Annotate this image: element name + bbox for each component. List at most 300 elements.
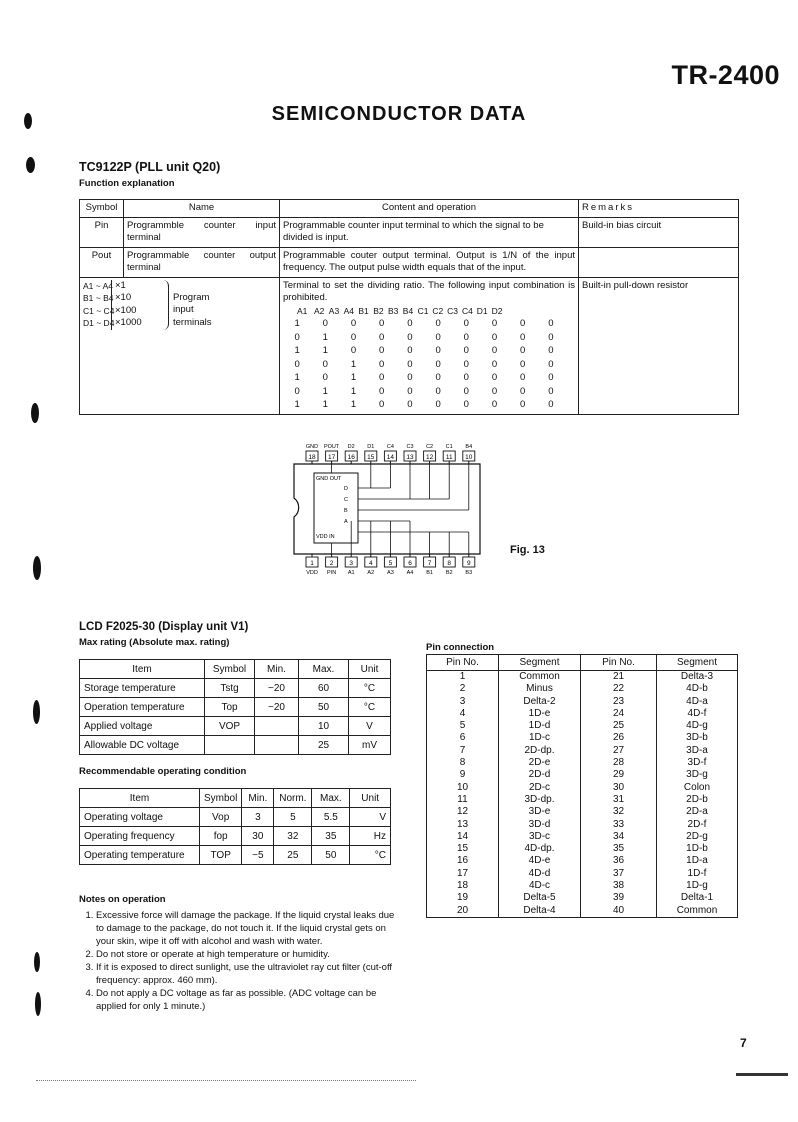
segment-cell: 2D-d <box>499 769 581 781</box>
bit-header: A2 <box>314 305 325 316</box>
segment-cell: 2D-c <box>499 782 581 794</box>
scan-line <box>36 1080 416 1081</box>
pin-number-cell: 30 <box>581 782 657 794</box>
column-header: Max. <box>299 660 349 679</box>
bit-value: 0 <box>435 385 441 397</box>
pin-number-label: 1 <box>310 560 314 567</box>
pin-name-label: A1 <box>347 570 355 576</box>
max-rating-title: Max rating (Absolute max. rating) <box>79 637 230 648</box>
item-cell: Storage temperature <box>80 679 205 698</box>
content-cell: Programmable couter output terminal. Output is 1/N of the input frequency. The output pulse width equals that of the input. <box>280 247 579 277</box>
pin-name-label: B4 <box>465 444 473 450</box>
column-header: Item <box>80 660 205 679</box>
column-header: Max. <box>312 789 350 808</box>
max-cell: 25 <box>299 736 349 755</box>
column-header: Pin No. <box>427 655 499 671</box>
lcd-title: LCD F2025-30 (Display unit V1) <box>79 621 249 633</box>
function-table <box>79 199 739 415</box>
unit-cell: °C <box>349 698 391 717</box>
pin-number-label: 8 <box>447 560 452 567</box>
max-cell: 60 <box>299 679 349 698</box>
segment-cell: 4D-e <box>499 855 581 867</box>
bit-value: 1 <box>322 385 328 397</box>
max-cell: 35 <box>312 827 350 846</box>
pin-number-cell: 4 <box>459 707 466 719</box>
segment-cell: Common <box>657 905 738 918</box>
pin-number-cell: 32 <box>581 806 657 818</box>
table-row <box>427 831 738 843</box>
bit-value: 0 <box>294 385 300 397</box>
pin-number-cell: 17 <box>456 867 469 879</box>
pin-connection-title: Pin connection <box>426 642 495 653</box>
bit-row <box>283 332 565 345</box>
segment-cell: 1D-d <box>499 720 581 732</box>
tc-subtitle: Function explanation <box>79 178 175 189</box>
pin-number-cell: 8 <box>459 757 466 769</box>
bit-value: 0 <box>435 358 441 370</box>
table-row <box>427 720 738 732</box>
ic-pinout-diagram <box>286 442 506 582</box>
norm-cell: 5 <box>274 808 312 827</box>
column-header: Item <box>80 789 200 808</box>
table-row <box>427 905 738 918</box>
pin-number-label: 11 <box>445 454 453 461</box>
unit-cell: V <box>349 717 391 736</box>
pin-number-cell: 18 <box>456 880 469 892</box>
pin-name-label: A3 <box>387 570 394 576</box>
segment-cell: 3D-d <box>499 819 581 831</box>
pin-name-label: PIN <box>327 570 337 576</box>
pin-connection-table <box>426 654 738 918</box>
bit-value: 0 <box>491 331 498 343</box>
binder-hole-mark <box>31 403 39 423</box>
bit-header: C3 <box>447 305 459 316</box>
pin-number-cell: 40 <box>581 905 657 918</box>
unit-cell: °C <box>349 679 391 698</box>
bit-value: 1 <box>294 318 300 329</box>
column-header: Content and operation <box>280 200 579 218</box>
pin-number-cell: 14 <box>456 830 469 842</box>
column-header: Pin No. <box>581 655 657 671</box>
max-cell: 10 <box>299 717 349 736</box>
item-cell: Operating frequency <box>80 827 200 846</box>
table-row <box>80 846 391 865</box>
pin-number-cell: 36 <box>581 855 657 867</box>
table-row <box>80 698 391 717</box>
pin-number-label: 18 <box>308 454 316 461</box>
pin-number-label: 14 <box>386 454 395 461</box>
symbol-cell: Pout <box>80 247 124 277</box>
min-cell: 3 <box>242 808 274 827</box>
figure-label: Fig. 13 <box>510 544 545 556</box>
segment-cell: 1D-c <box>499 732 581 744</box>
bit-value: 0 <box>520 399 526 410</box>
pin-number-label: 12 <box>425 454 434 461</box>
bit-value: 0 <box>350 331 357 343</box>
min-cell: −20 <box>255 679 299 698</box>
segment-cell: Delta-4 <box>499 905 581 918</box>
pin-number-cell: 31 <box>581 794 657 806</box>
bit-value: 0 <box>322 372 328 383</box>
column-header: Unit <box>349 660 391 679</box>
pin-number-cell: 39 <box>581 892 657 904</box>
bit-value: 1 <box>350 372 357 383</box>
pin-number-cell: 25 <box>581 720 657 732</box>
content-cell <box>280 277 579 414</box>
segment-cell: 4D-b <box>657 683 738 695</box>
signal-group-name: terminals <box>173 316 212 328</box>
bit-value: 0 <box>322 358 328 370</box>
pin-name-label: B3 <box>465 570 473 576</box>
bit-header: A4 <box>343 305 354 316</box>
symbol-cell: VOP <box>205 717 255 736</box>
norm-cell: 32 <box>274 827 312 846</box>
signal-symbol: A1 ~ A4 <box>83 280 114 291</box>
ic-block-label: D <box>344 486 348 492</box>
table-row <box>427 892 738 904</box>
pin-number-label: 5 <box>388 560 393 567</box>
segment-cell: 1D-g <box>657 880 738 892</box>
table-row <box>427 757 738 769</box>
segment-cell: 1D-f <box>657 868 738 880</box>
bit-value: 0 <box>548 372 554 383</box>
bit-value: 0 <box>548 331 554 343</box>
pin-number-label: 15 <box>367 454 375 461</box>
segment-cell: 1D-a <box>657 855 738 867</box>
pin-number-cell: 22 <box>581 683 657 695</box>
bit-value: 0 <box>407 385 413 397</box>
pin-number-cell: 15 <box>456 843 469 855</box>
bit-value: 0 <box>407 318 413 329</box>
column-header: Symbol <box>80 200 124 218</box>
bit-value: 0 <box>491 358 498 370</box>
table-row <box>427 769 738 781</box>
table-row <box>80 247 739 277</box>
max-cell: 5.5 <box>312 808 350 827</box>
pin-name-label: B1 <box>426 570 433 576</box>
column-header: Segment <box>499 655 581 671</box>
pin-name-label: VDD <box>306 570 318 576</box>
min-cell <box>255 736 299 755</box>
pin-number-cell: 5 <box>459 720 466 732</box>
bit-row <box>283 318 565 331</box>
table-row <box>427 880 738 892</box>
item-cell: Operating voltage <box>80 808 200 827</box>
bit-value: 0 <box>435 345 441 356</box>
ic-block-label: C <box>344 497 348 503</box>
segment-cell: 2D-g <box>657 831 738 843</box>
segment-cell: Delta-5 <box>499 892 581 904</box>
pin-number-label: 9 <box>466 560 471 567</box>
pin-number-label: 6 <box>408 560 412 567</box>
bit-value: 0 <box>294 358 300 370</box>
table-row <box>427 843 738 855</box>
pin-number-cell: 28 <box>581 757 657 769</box>
signal-symbol: C1 ~ C4 <box>83 305 115 316</box>
pin-name-label: D2 <box>347 444 355 450</box>
bit-value: 0 <box>379 318 385 329</box>
segment-cell: Delta-1 <box>657 892 738 904</box>
bit-value: 0 <box>435 331 441 343</box>
bit-value: 0 <box>463 399 469 410</box>
column-header: Symbol <box>200 789 242 808</box>
bit-value: 0 <box>548 358 554 370</box>
bit-value: 0 <box>463 345 469 356</box>
table-row <box>427 745 738 757</box>
bit-value: 0 <box>548 345 554 356</box>
bit-value: 1 <box>350 399 357 410</box>
column-header: Min. <box>255 660 299 679</box>
pin-number-label: 3 <box>349 560 354 567</box>
column-header: Remarks <box>579 200 739 218</box>
pin-name-label: C1 <box>445 444 453 450</box>
min-cell: −20 <box>255 698 299 717</box>
table-row <box>80 217 739 247</box>
table-row <box>427 794 738 806</box>
symbol-cell <box>205 736 255 755</box>
bit-value: 1 <box>350 358 357 370</box>
pin-number-cell: 37 <box>581 868 657 880</box>
content-text: Terminal to set the dividing ratio. The following input combination is prohibited. <box>283 279 575 303</box>
bit-value: 0 <box>520 385 526 397</box>
table-header-row <box>80 200 739 218</box>
bit-header: A1 <box>297 305 308 316</box>
pin-number-cell: 26 <box>581 732 657 744</box>
segment-cell: 2D-b <box>657 794 738 806</box>
bit-value: 0 <box>407 358 413 370</box>
segment-cell: 4D-f <box>657 708 738 720</box>
pin-number-cell: 21 <box>581 671 657 684</box>
symbol-cell: Pin <box>80 217 124 247</box>
bit-value: 0 <box>350 318 357 329</box>
bit-value: 0 <box>350 345 357 356</box>
bit-row <box>283 386 565 399</box>
bit-value: 0 <box>463 372 469 383</box>
content-cell: Programmable counter input terminal to which the signal to be divided is input. <box>280 217 579 247</box>
pin-number-cell: 35 <box>581 843 657 855</box>
tc-title: TC9122P (PLL unit Q20) <box>79 160 221 174</box>
bit-value: 1 <box>294 372 300 383</box>
pin-name-label: A4 <box>406 570 414 576</box>
bit-value: 0 <box>548 385 554 397</box>
pin-number-cell: 2 <box>459 683 466 695</box>
binder-hole-mark <box>35 992 41 1016</box>
ic-block-label: B <box>344 508 348 514</box>
table-row <box>427 819 738 831</box>
binder-hole-mark <box>33 556 41 580</box>
segment-cell: Colon <box>657 782 738 794</box>
pin-number-cell: 7 <box>459 744 466 756</box>
segment-cell: 4D-a <box>657 696 738 708</box>
segment-cell: 3D-b <box>657 732 738 744</box>
column-header: Name <box>124 200 280 218</box>
pin-number-cell: 19 <box>456 892 469 904</box>
table-row <box>427 683 738 695</box>
segment-cell: 3D-e <box>499 806 581 818</box>
note-item: 4. Do not apply a DC voltage as far as possible. (ADC voltage can be applied for only 1 minute.) <box>96 987 399 1013</box>
pin-name-label: C2 <box>426 444 434 450</box>
segment-cell: 3D-c <box>499 831 581 843</box>
unit-cell: °C <box>350 846 391 865</box>
segment-cell: 4D-d <box>499 868 581 880</box>
bit-value: 0 <box>322 318 328 329</box>
bit-row <box>283 345 565 358</box>
bit-value: 0 <box>491 345 498 356</box>
item-cell: Allowable DC voltage <box>80 736 205 755</box>
ic-block-label: VDD IN <box>316 534 335 540</box>
table-row <box>80 736 391 755</box>
bit-header: A3 <box>328 305 340 316</box>
max-cell: 50 <box>312 846 350 865</box>
segment-cell: 2D-a <box>657 806 738 818</box>
bit-table <box>283 318 575 412</box>
pin-number-cell: 20 <box>456 904 469 916</box>
bit-header: C4 <box>461 305 473 316</box>
bit-value: 1 <box>294 399 300 410</box>
pin-name-label: GND <box>305 444 319 450</box>
segment-cell: 2D-dp. <box>499 745 581 757</box>
pin-number-cell: 10 <box>456 781 469 793</box>
bit-value: 0 <box>435 399 441 410</box>
notes-title: Notes on operation <box>79 894 166 905</box>
pin-number-cell: 13 <box>456 818 469 830</box>
bit-value: 1 <box>350 385 357 397</box>
column-header: Symbol <box>205 660 255 679</box>
bit-value: 1 <box>322 331 328 343</box>
ic-block-label: GND OUT <box>316 476 342 482</box>
bit-value: 0 <box>491 372 498 383</box>
pin-number-cell: 3 <box>459 695 466 707</box>
segment-cell: 1D-b <box>657 843 738 855</box>
segment-cell: 4D-g <box>657 720 738 732</box>
segment-cell: 2D-f <box>657 819 738 831</box>
pin-number-label: 4 <box>368 560 373 567</box>
bit-header: D2 <box>491 305 503 316</box>
max-cell: 50 <box>299 698 349 717</box>
symbol-cell: Tstg <box>205 679 255 698</box>
bit-value: 1 <box>322 345 328 356</box>
pin-name-label: B2 <box>445 570 453 576</box>
bit-value: 0 <box>463 331 469 343</box>
bit-header-row <box>283 305 575 318</box>
notes-section <box>79 893 399 1013</box>
signal-multiplier: ×1000 <box>115 317 142 328</box>
segment-cell: Common <box>499 671 581 684</box>
pin-number-label: 10 <box>465 454 473 461</box>
signal-multiplier: ×10 <box>115 292 132 303</box>
pin-number-cell: 38 <box>581 880 657 892</box>
name-cell: Programmble counter input terminal <box>124 217 280 247</box>
bit-value: 0 <box>435 318 441 329</box>
pin-number-label: 2 <box>329 560 334 567</box>
norm-cell: 25 <box>274 846 312 865</box>
bit-value: 0 <box>294 331 300 343</box>
item-cell: Operating temperature <box>80 846 200 865</box>
segment-cell: 2D-e <box>499 757 581 769</box>
bit-value: 0 <box>407 331 413 343</box>
bit-value: 0 <box>435 372 441 383</box>
bit-value: 0 <box>407 345 413 356</box>
signal-multiplier: ×100 <box>115 304 137 316</box>
bit-row <box>283 399 565 412</box>
bit-value: 0 <box>548 318 554 329</box>
page-number: 7 <box>740 1036 747 1050</box>
table-row <box>80 717 391 736</box>
pin-name-label: C4 <box>386 444 394 450</box>
pin-name-label: D1 <box>367 444 375 450</box>
bit-value: 0 <box>520 331 526 343</box>
segment-cell: Minus <box>499 683 581 695</box>
pin-number-cell: 6 <box>459 732 466 744</box>
note-item: 3. If it is exposed to direct sunlight, use the ultraviolet ray cut filter (cut-off frequency: approx. 460 mm). <box>96 961 399 987</box>
item-cell: Operation temperature <box>80 698 205 717</box>
table-row <box>80 808 391 827</box>
signal-symbol: B1 ~ B4 <box>83 293 114 303</box>
bit-value: 1 <box>294 345 300 356</box>
pin-name-label: POUT <box>323 444 340 450</box>
bit-header: C1 <box>417 305 429 316</box>
table-row <box>80 827 391 846</box>
signal-group-cell <box>80 277 280 414</box>
bit-row <box>283 372 565 385</box>
table-row <box>427 708 738 720</box>
recommended-table <box>79 788 391 865</box>
bit-row <box>283 359 565 372</box>
bit-header: C2 <box>432 305 444 316</box>
bit-value: 0 <box>463 358 469 370</box>
bit-value: 0 <box>491 385 498 397</box>
pin-number-label: 16 <box>347 454 355 461</box>
scan-mark <box>736 1073 788 1076</box>
pin-name-label: A2 <box>367 570 375 576</box>
pin-number-label: 7 <box>427 560 432 567</box>
min-cell: 30 <box>242 827 274 846</box>
column-header: Min. <box>242 789 274 808</box>
segment-cell: 3D-dp. <box>499 794 581 806</box>
segment-cell: 4D-dp. <box>499 843 581 855</box>
bit-value: 0 <box>520 372 526 383</box>
signal-symbol: D1 ~ D4 <box>83 318 115 328</box>
ic-block-label: A <box>344 519 348 525</box>
symbol-cell: Vop <box>200 808 242 827</box>
note-item: 2. Do not store or operate at high temperature or humidity. <box>96 948 399 961</box>
binder-hole-mark <box>33 700 40 724</box>
max-rating-table <box>79 659 391 755</box>
symbol-cell: Top <box>205 698 255 717</box>
bit-value: 0 <box>379 372 385 383</box>
bit-header: D1 <box>476 305 488 316</box>
segment-cell: 3D-g <box>657 769 738 781</box>
unit-cell: Hz <box>350 827 391 846</box>
bit-value: 0 <box>407 399 413 410</box>
segment-cell: Delta-3 <box>657 671 738 684</box>
page-title: SEMICONDUCTOR DATA <box>271 103 527 125</box>
table-row <box>427 855 738 867</box>
bit-value: 0 <box>520 345 526 356</box>
bit-value: 0 <box>463 385 469 397</box>
segment-cell: 4D-c <box>499 880 581 892</box>
bit-value: 0 <box>548 399 554 410</box>
pin-number-cell: 12 <box>456 806 469 818</box>
name-cell: Programmable counter output terminal <box>124 247 280 277</box>
min-cell <box>255 717 299 736</box>
table-row <box>427 671 738 684</box>
bit-header: B2 <box>373 305 384 316</box>
bit-value: 1 <box>322 399 328 410</box>
column-header: Unit <box>350 789 391 808</box>
pin-number-cell: 1 <box>459 671 466 682</box>
unit-cell: V <box>350 808 391 827</box>
